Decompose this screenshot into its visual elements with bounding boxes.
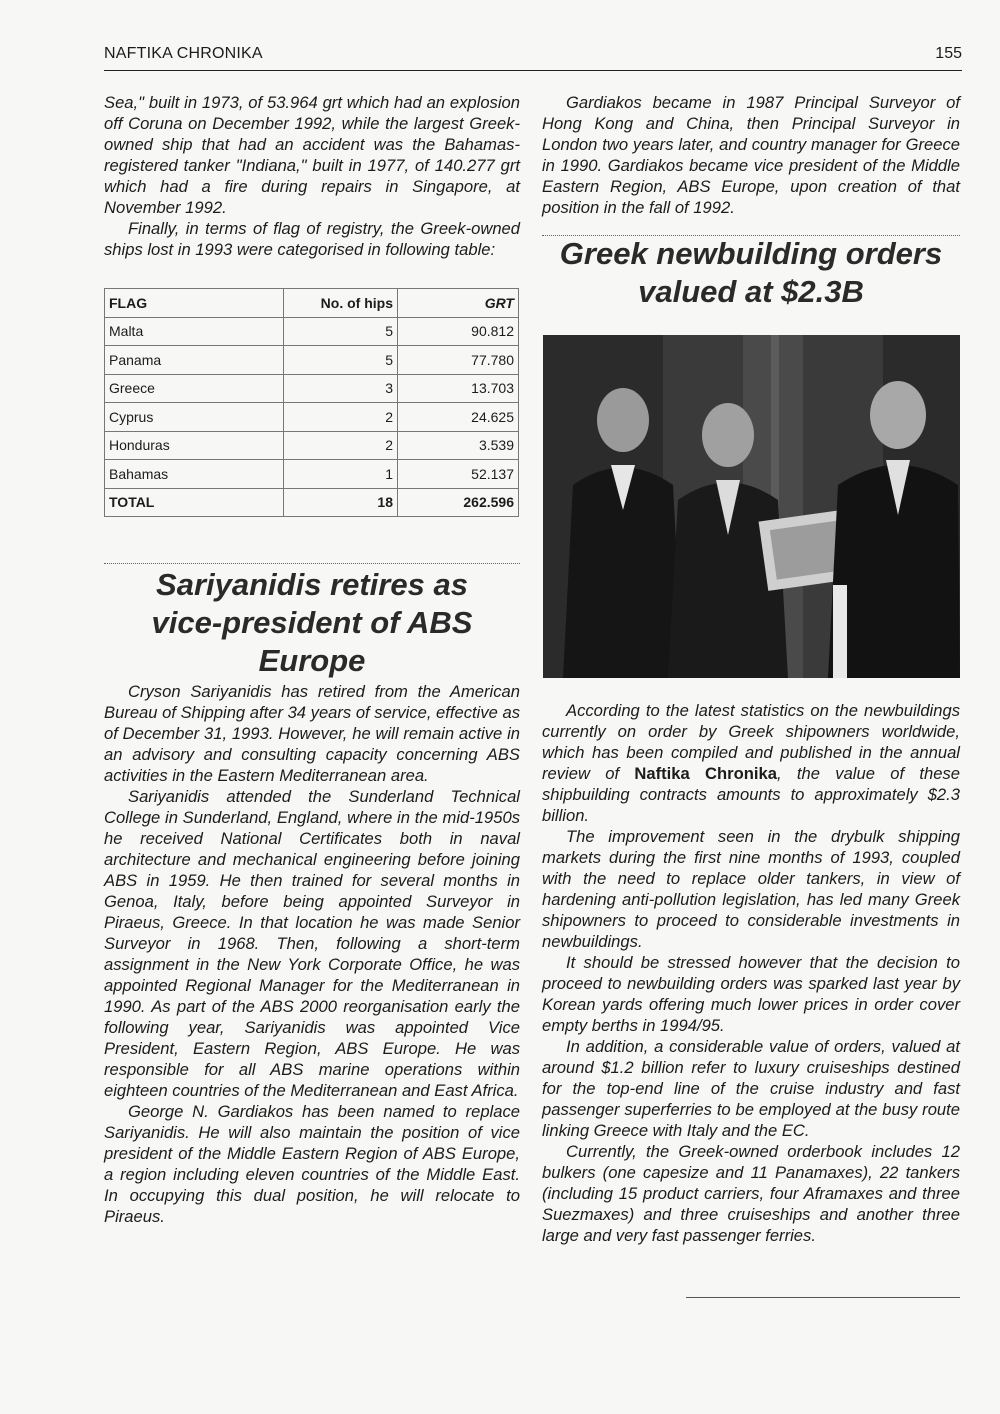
greek-orders-article-body	[542, 700, 960, 1246]
table-row	[105, 403, 519, 432]
end-rule	[686, 1297, 960, 1298]
grt-cell: 90.812	[398, 317, 519, 346]
table-row	[105, 374, 519, 403]
table-row	[105, 460, 519, 489]
grt-cell: 13.703	[398, 374, 519, 403]
grt-cell: 3.539	[398, 431, 519, 460]
column-header-flag: FLAG	[105, 289, 284, 318]
greek-orders-headline	[542, 235, 960, 311]
abs-headline-line-3: Europe	[258, 643, 366, 678]
table-row	[105, 346, 519, 375]
total-label: TOTAL	[105, 488, 284, 517]
greek-paragraph-3: It should be stressed however that the decision to proceed to newbuilding orders was sparked last year by Korean yards offering much lower prices in order cover empty berths in 1994/95.	[542, 953, 960, 1035]
flag-registry-table	[104, 288, 519, 517]
grt-cell: 77.780	[398, 346, 519, 375]
greek-paragraph-1-text-end: , the value of these shipbuilding contracts amounts to approximately $2.3 billion.	[542, 764, 960, 825]
column-header-ships: No. of hips	[284, 289, 398, 318]
abs-headline	[104, 566, 520, 680]
abs-headline-line-1: Sariyanidis retires as	[156, 567, 468, 602]
table-total-row	[105, 488, 519, 517]
flag-cell: Cyprus	[105, 403, 284, 432]
ships-cell: 1	[284, 460, 398, 489]
greek-paragraph-1	[542, 700, 960, 826]
total-grt: 262.596	[398, 488, 519, 517]
abs-article-body	[104, 681, 520, 1227]
flag-cell: Honduras	[105, 431, 284, 460]
abs-headline-line-2: vice-president of ABS	[151, 605, 473, 640]
page-header	[104, 42, 962, 71]
ships-cell: 2	[284, 403, 398, 432]
greek-headline-line-1: Greek newbuilding orders	[559, 236, 943, 271]
column-header-grt: GRT	[398, 289, 519, 318]
flag-cell: Greece	[105, 374, 284, 403]
ceremony-photo-image	[543, 335, 960, 678]
ships-cell: 5	[284, 346, 398, 375]
table-row	[105, 431, 519, 460]
greek-paragraph-2: The improvement seen in the drybulk shipping markets during the first nine months of 1993, coupled with the need to replace older tankers, in view of hardening anti-pollution legislation, has led many Greek shipowners to proceed to considerable investments in newbuildings.	[542, 827, 960, 951]
flag-cell: Bahamas	[105, 460, 284, 489]
abs-paragraph-1: Cryson Sariyanidis has retired from the American Bureau of Shipping after 34 years of service, effective as of December 31, 1993. However, he will remain active in an advisory and consulting capacity concerning ABS activities in the Eastern Mediterranean area.	[104, 682, 520, 785]
total-ships: 18	[284, 488, 398, 517]
grt-cell: 24.625	[398, 403, 519, 432]
publication-name: NAFTIKA CHRONIKA	[104, 45, 263, 62]
right-intro-text	[542, 92, 960, 218]
greek-paragraph-1-text: According to the latest statistics on the newbuildings currently on order by Greek shipowners worldwide, which has been compiled and published in the annual review of	[542, 701, 960, 783]
flag-cell: Malta	[105, 317, 284, 346]
greek-headline-line-2: valued at $2.3B	[638, 274, 864, 309]
ceremony-photo	[543, 335, 960, 678]
left-intro-paragraph-2: Finally, in terms of flag of registry, the Greek-owned ships lost in 1993 were categorised in following table:	[104, 219, 520, 259]
ships-cell: 2	[284, 431, 398, 460]
table-row	[105, 317, 519, 346]
flag-cell: Panama	[105, 346, 284, 375]
section-divider	[104, 563, 520, 564]
grt-cell: 52.137	[398, 460, 519, 489]
greek-paragraph-5: Currently, the Greek-owned orderbook includes 12 bulkers (one capesize and 11 Panamaxes), 22 tankers (including 15 product carriers, four Aframaxes and three Suezmaxes) and three cruiseships and another three large and very fast passenger ferries.	[542, 1142, 960, 1245]
left-intro-paragraph-1: Sea," built in 1973, of 53.964 grt which had an explosion off Coruna on December 1992, while the largest Greek-owned ship that had an accident was the Bahamas-registered tanker "Indiana," built in 1977, of 140.277 grt which had a fire during repairs in Singapore, at November 1992.	[104, 93, 520, 217]
ships-cell: 5	[284, 317, 398, 346]
page-number: 155	[935, 45, 962, 62]
left-intro-text	[104, 92, 520, 260]
abs-paragraph-3: George N. Gardiakos has been named to replace Sariyanidis. He will also maintain the position of vice president of the Middle Eastern Region of ABS Europe, a region including eleven countries of the Middle East. In occupying this dual position, he will relocate to Piraeus.	[104, 1102, 520, 1226]
greek-paragraph-4: In addition, a considerable value of orders, valued at around $1.2 billion refer to luxury cruiseships destined for the top-end line of the cruise industry and fast passenger superferries to be employed at the busy route linking Greece with Italy and the EC.	[542, 1037, 960, 1140]
ships-cell: 3	[284, 374, 398, 403]
table-header-row	[105, 289, 519, 318]
publication-name-bold: Naftika Chronika	[634, 764, 777, 783]
abs-paragraph-2: Sariyanidis attended the Sunderland Technical College in Sunderland, England, where in the mid-1950s he received National Certificates both in naval architecture and mechanical engineering before joining ABS in 1959. He then trained for several months in Genoa, Italy, before being appointed Surveyor in Piraeus, Greece. In that location he was made Senior Surveyor in 1968. Then, following a short-term assignment in the New York Corporate Office, he was appointed Regional Manager for the Mediterranean in 1990. As part of the ABS 2000 reorganisation early the following year, Sariyanidis was appointed Vice President, Eastern Region, ABS Europe. He was responsible for all ABS marine operations within eighteen countries of the Mediterranean and East Africa.	[104, 787, 520, 1100]
right-intro-paragraph-1: Gardiakos became in 1987 Principal Surveyor of Hong Kong and China, then Principal Surveyor in London two years later, and country manager for Greece in 1990. Gardiakos became vice president of the Middle Eastern Region, ABS Europe, upon creation of that position in the fall of 1992.	[542, 93, 960, 217]
